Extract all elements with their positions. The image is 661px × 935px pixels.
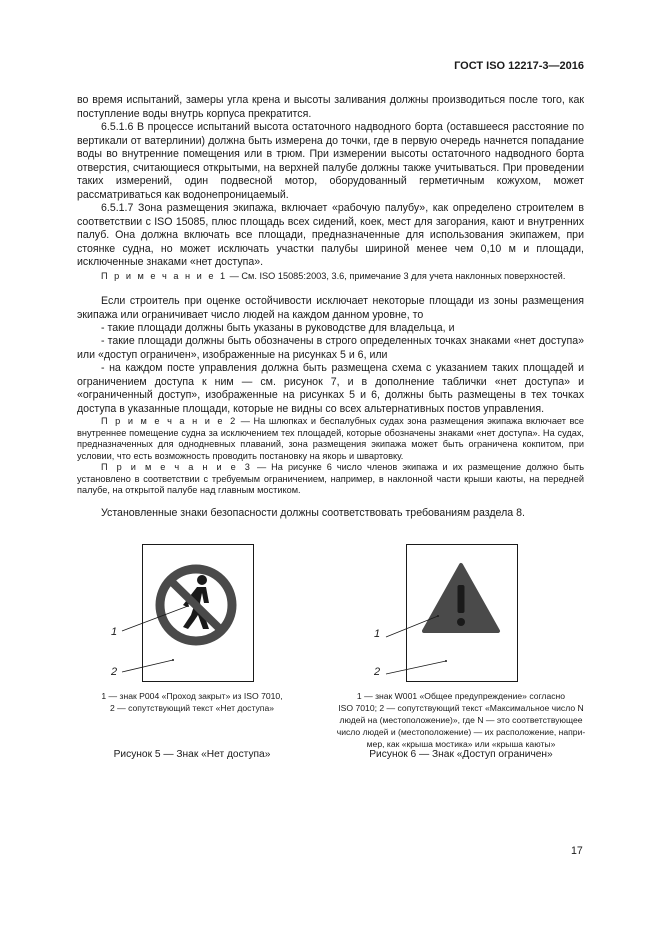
page-number: 17 — [571, 845, 583, 857]
figure-6-legend-line-2: ISO 7010; 2 — сопутствующий текст «Максимальное число N — [338, 703, 584, 713]
figure-5-callout-1: 1 — [111, 626, 118, 638]
paragraph-6-5-1-7: 6.5.1.7 Зона размещения экипажа, включает «рабочую палубу», как определено строителем в соответствии с ISO 15085, плюс площадь всех сидений, коек, мест для загорания, кают и внутренних палуб. Она должна включать все площади, предназначенные для использования экипажем, при стоянке судна, но может исключать участки палубы шириной менее чем 0,10 м и площади, исключенные знаками «нет доступа». — [77, 202, 584, 268]
note-1-label: П р и м е ч а н и е 1 — [101, 271, 228, 281]
list-item-signs: - такие площади должны быть обозначены в строго определенных точках знаками «нет доступа» или «доступ ограничен», изображенные на рисунках 5 и 6, или — [77, 335, 584, 361]
note-2-label: П р и м е ч а н и е 2 — [101, 416, 238, 426]
figure-6-legend — [330, 690, 592, 750]
list-item-scheme: - на каждом посте управления должна быть размещена схема с указанием таких площадей и ограничением доступа к ним — см. рисунок 7, и в дополнение таблички «нет доступа» и «ограниченный доступ», изображенные на рисунках 5 и 6, должны быть размещены в тех точках доступа в указанные площади, которые не видны со всех альтернативных постов управления. — [77, 362, 584, 415]
note-1-text: — См. ISO 15085:2003, 3.6, примечание 3 для учета наклонных поверхностей. — [227, 271, 566, 281]
figure-5-legend — [77, 690, 307, 714]
note-3-label: П р и м е ч а н и е 3 — [101, 462, 252, 472]
figure-5-caption: Рисунок 5 — Знак «Нет доступа» — [113, 749, 271, 760]
figure-5-legend-line-1: 1 — знак Р004 «Проход закрыт» из ISO 7010, — [101, 691, 283, 701]
figure-6-legend-line-1: 1 — знак W001 «Общее предупреждение» согласно — [356, 691, 566, 701]
figure-5-legend-line-2: 2 — сопутствующий текст «Нет доступа» — [109, 703, 275, 713]
list-item-owner-manual: - такие площади должны быть указаны в руководстве для владельца, и — [101, 322, 455, 334]
paragraph-continuation: во время испытаний, замеры угла крена и высоты заливания должны производиться после того, как поступление воды внутрь корпуса прекратится. — [77, 94, 584, 120]
paragraph-6-5-1-6: 6.5.1.6 В процессе испытаний высота остаточного надводного борта (оставшееся расстояние по вертикали от ватерлинии) должна быть измерена до точки, где в первую очередь начнется попадание воды во внутренние помещения или в трюм. При измерении высоты остаточного надводного борта отверстия, считающиеся открытыми, на верхней палубе должны также учитываться. При проведении таких измерений, один подвесной мотор, оборудованный герметичным кожухом, может рассматриваться как водонепроницаемый. — [77, 121, 584, 201]
document-header: ГОСТ ISO 12217-3—2016 — [454, 60, 584, 72]
note-2-text: — На шлюпках и беспалубных судах зона размещения экипажа включает все внутреннее помещение судна за исключением тех площадей, которые обозначены знаками «нет доступа». На судах, предназначенных для однодневных плаваний, зона размещения экипажа может быть ограничена кокпитом, при условии, что есть возможность проводить постановку на якорь и швартовку. — [77, 416, 584, 461]
paragraph-safety-signs: Установленные знаки безопасности должны соответствовать требованиям раздела 8. — [101, 507, 525, 519]
figure-6-legend-line-5: мер, как «крыша мостика» или «крыша каюты» — [366, 739, 556, 749]
figure-6-callout-2: 2 — [374, 666, 381, 678]
paragraph-stability: Если строитель при оценке остойчивости исключает некоторые площади из зоны размещения экипажа или ограничивает число людей на каждом данном уровне, то — [77, 295, 584, 321]
figure-6-legend-line-4: число людей и (местоположение) — их расположение, напри- — [336, 727, 586, 737]
figure-6-callout-1: 1 — [374, 628, 381, 640]
figure-6-legend-line-3: людей на (местоположение)», где N — это соответствующее — [339, 715, 583, 725]
figure-5-callout-2: 2 — [111, 666, 118, 678]
note-3-text: — На рисунке 6 число членов экипажа и их размещение должно быть установлено в соответствии с требуемым ограничением, например, в наклонной части крыши каюты, на передней палубе, на открытой палубе над главным мостиком. — [77, 462, 584, 496]
figure-6-caption: Рисунок 6 — Знак «Доступ ограничен» — [369, 749, 553, 760]
